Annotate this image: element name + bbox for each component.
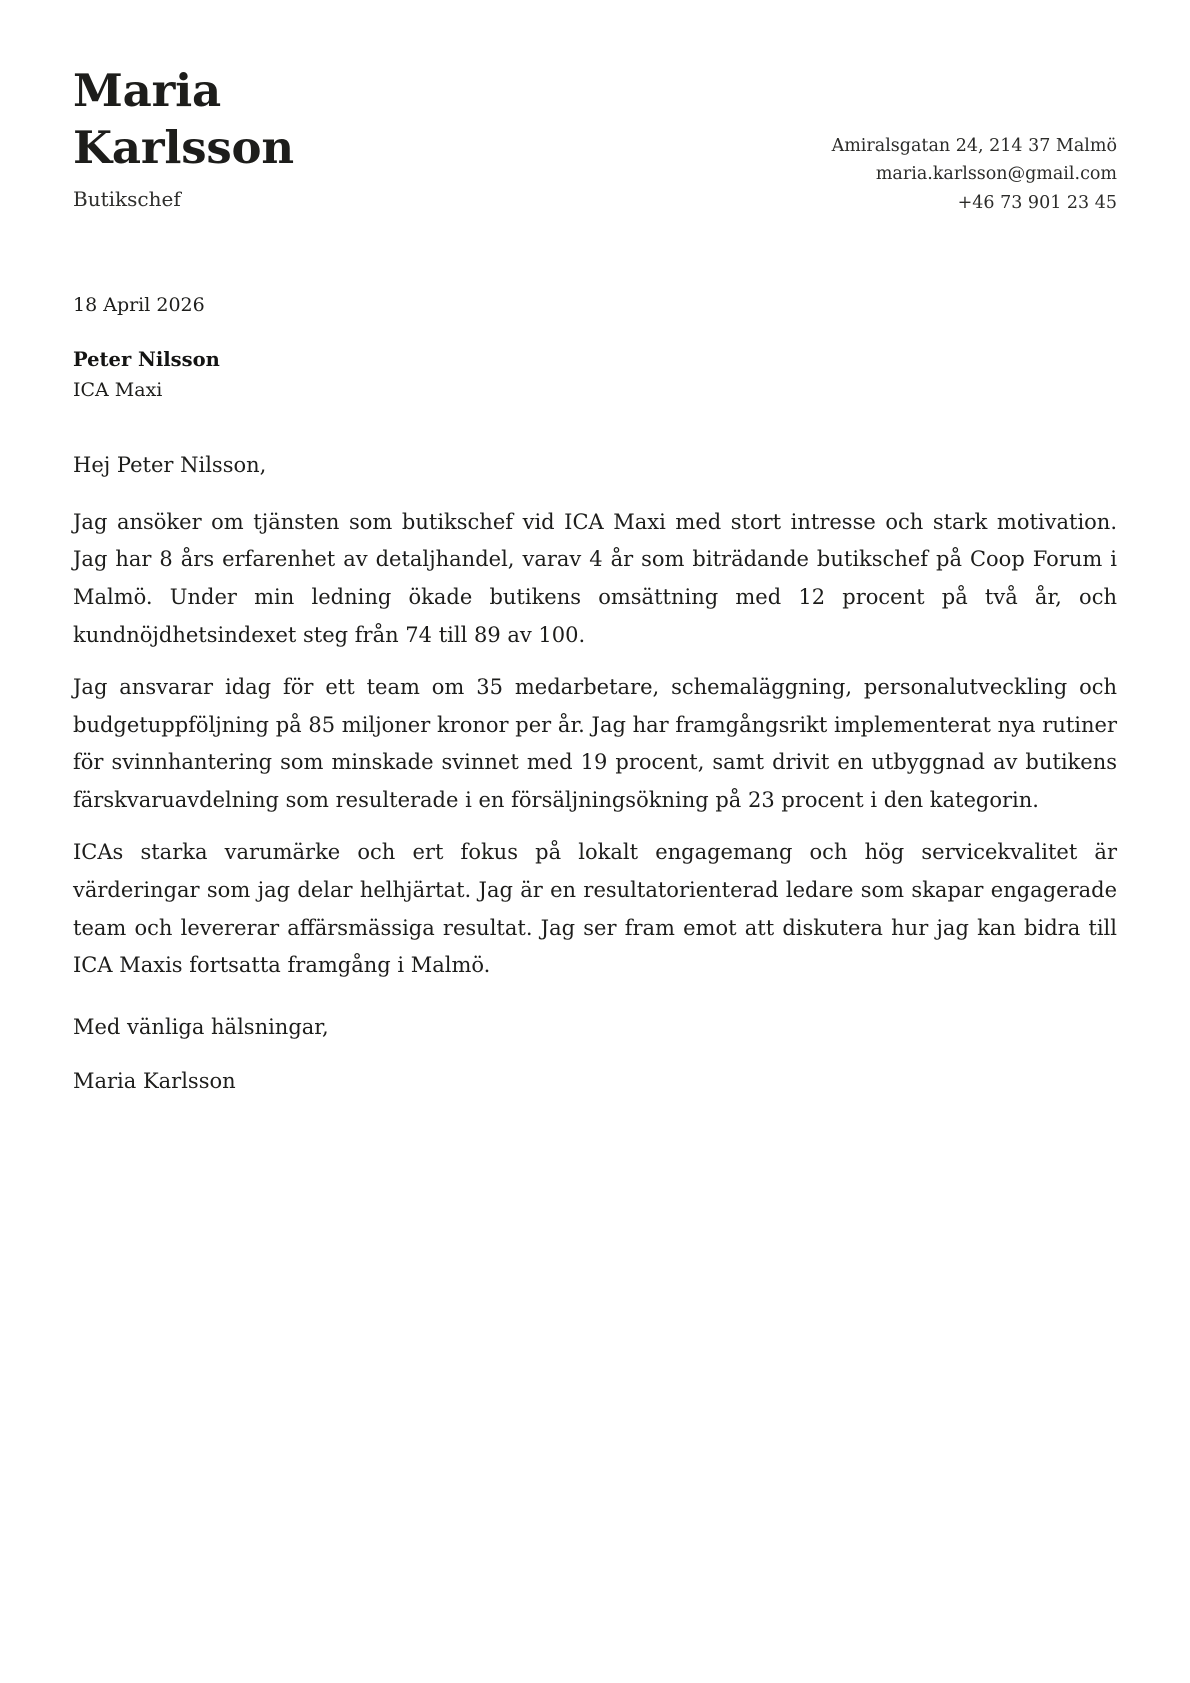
letter-body [73,450,1117,1099]
page-title: Maria Karlsson [73,64,294,175]
contact-address: Amiralsgatan 24, 214 37 Malmö [831,136,1117,156]
body-paragraph: ICAs starka varumärke och ert fokus på lokalt engagemang och hög servicekvalitet är värderingar som jag delar helhjärtat. Jag är en resultatorienterad ledare som skapar engagerade team och levererar affärsmässiga resultat. Jag ser fram emot att diskutera hur jag kan bidra till ICA Maxis fortsatta framgång i Malmö. [73,840,1117,978]
recipient-company: ICA Maxi [73,378,163,401]
letter-meta [73,291,1117,404]
salutation: Hej Peter Nilsson, [73,453,267,478]
closing-line: Med vänliga hälsningar, [73,1014,329,1039]
letter-date: 18 April 2026 [73,294,205,317]
recipient-block [73,346,1117,405]
contact-block [832,62,1117,217]
contact-email[interactable]: maria.karlsson@gmail.com [875,164,1117,185]
contact-phone[interactable]: +46 73 901 23 45 [957,192,1117,213]
job-title: Butikschef [73,187,181,212]
identity-block [73,62,303,213]
signature-name: Maria Karlsson [73,1069,236,1094]
body-paragraph: Jag ansvarar idag för ett team om 35 medarbetare, schemaläggning, personalutveckling och budgetuppföljning på 85 miljoner kronor per år. Jag har framgångsrikt implementerat nya rutiner för svinnhantering som minskade svinnet med 19 procent, samt drivit en utbyggnad av butikens färskvaruavdelning som resulterade i en försäljningsökning på 23 procent i den kategorin. [73,675,1117,812]
letter-header [73,0,1117,217]
body-paragraph: Jag ansöker om tjänsten som butikschef vid ICA Maxi med stort intresse och stark motivation. Jag har 8 års erfarenhet av detaljhandel, varav 4 år som biträdande butikschef på Coop Forum i Malmö. Under min ledning ökade butikens omsättning med 12 procent på två år, och kundnöjdhetsindexet steg från 74 till 89 av 100. [73,509,1117,647]
recipient-name: Peter Nilsson [73,347,220,371]
